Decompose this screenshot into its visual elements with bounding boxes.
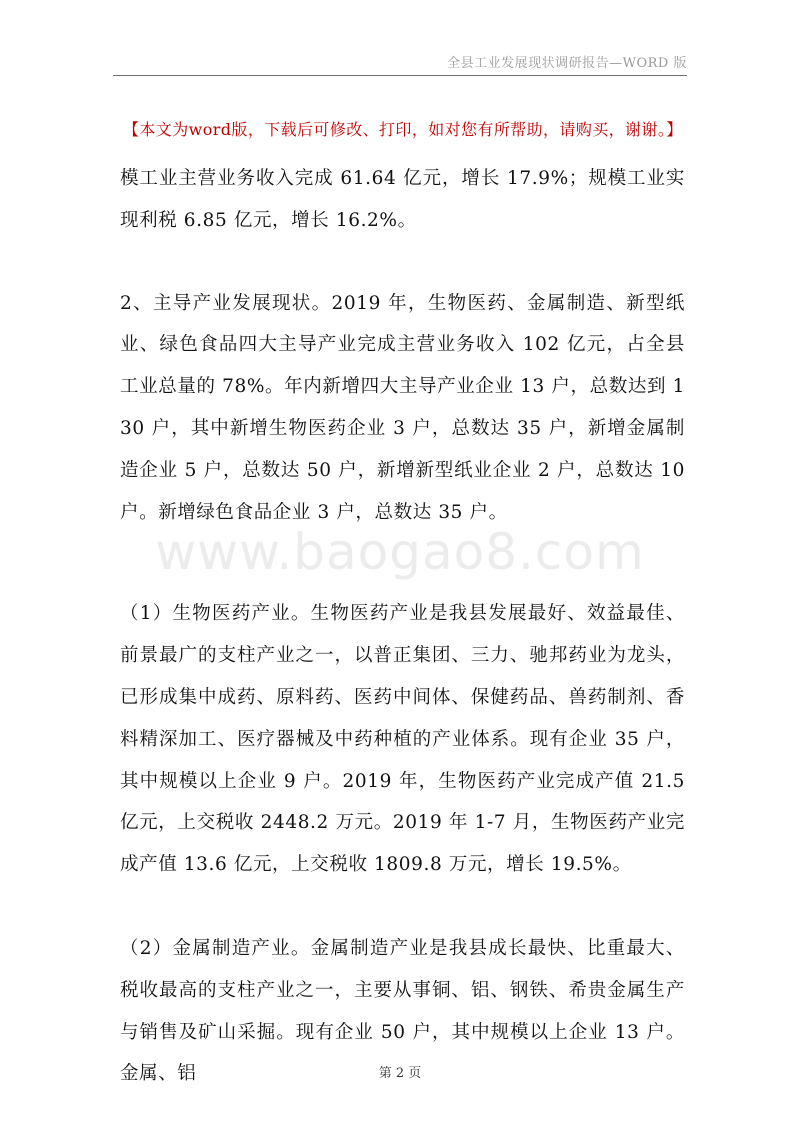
document-body: [120, 158, 685, 1095]
paragraph-1: 模工业主营业务收入完成 61.64 亿元，增长 17.9%；规模工业实现利税 6.85 亿元，增长 16.2%。: [120, 168, 685, 231]
purchase-notice: 【本文为word版，下载后可修改、打印，如对您有所帮助，请购买，谢谢。】: [123, 120, 683, 139]
document-header-title: 全县工业发展现状调研报告—WORD 版: [447, 56, 687, 71]
paragraph-2: 2、主导产业发展现状。2019 年，生物医药、金属制造、新型纸业、绿色食品四大主导产业完成主营业务收入 102 亿元，占全县工业总量的 78%。年内新增四大主导产业企业 13 户，总数达到 130 户，其中新增生物医药企业 3 户，总数达 35 户，新增金属制造企业 5 户，总数达 50 户，新增新型纸业企业 2 户，总数达 10 户。新增绿色食品企业 3 户，总数达 35 户。: [120, 292, 685, 523]
paragraph-4: （2）金属制造产业。金属制造产业是我县成长最快、比重最大、税收最高的支柱产业之一，主要从事铜、铝、钢铁、希贵金属生产与销售及矿山采掘。现有企业 50 户，其中规模以上企业 13 户。金属、铝: [120, 937, 685, 1085]
watermark: www.baogao8.com: [155, 523, 645, 581]
paragraph-3: （1）生物医药产业。生物医药产业是我县发展最好、效益最佳、前景最广的支柱产业之一，以普正集团、三力、驰邦药业为龙头，已形成集中成药、原料药、医药中间体、保健药品、兽药制剂、香料精深加工、医疗器械及中药种植的产业体系。现有企业 35 户，其中规模以上企业 9 户。2019 年，生物医药产业完成产值 21.5 亿元，上交税收 2448.2 万元。2019 年 1-7 月，生物医药产业完成产值 13.6 亿元，上交税收 1809.8 万元，增长 19.5%。: [120, 603, 685, 876]
header-divider: [113, 75, 687, 76]
page-number: 第 2 页: [378, 1066, 422, 1081]
